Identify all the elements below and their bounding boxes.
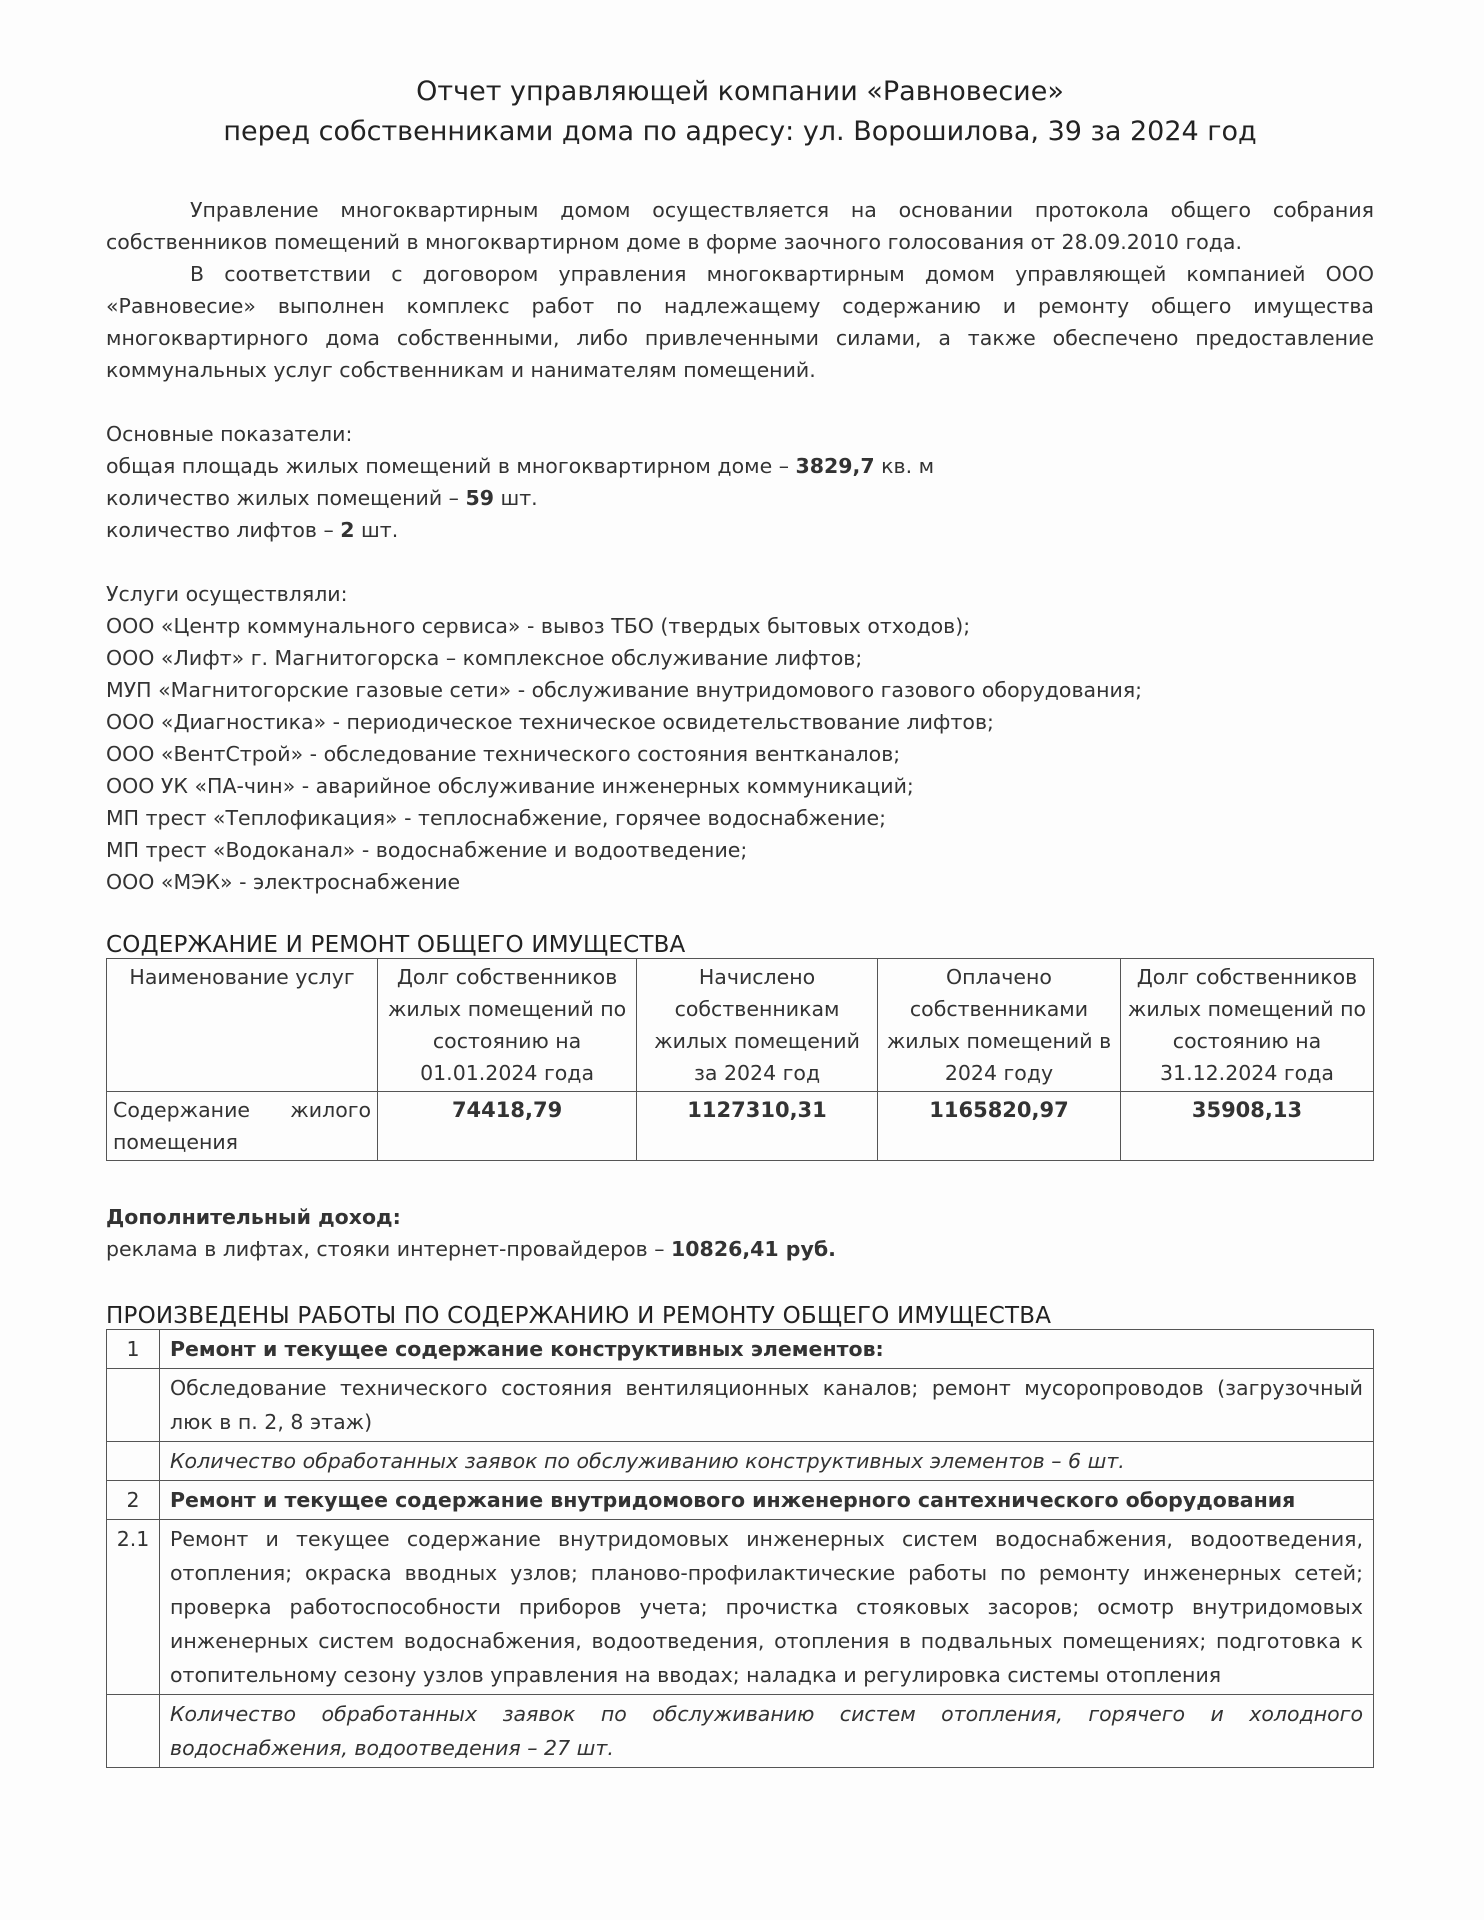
row-number (107, 1442, 160, 1481)
additional-income-block (106, 1201, 1374, 1265)
column-header: Долг собственников жилых помещений по состоянию на 01.01.2024 года (378, 959, 637, 1092)
row-text: Обследование технического состояния вентиляционных каналов; ремонт мусоропроводов (загрузочный люк в п. 2, 8 этаж) (160, 1369, 1374, 1442)
debt-end-cell: 35908,13 (1120, 1092, 1373, 1161)
additional-income-heading: Дополнительный доход: (106, 1205, 401, 1229)
report-page (106, 72, 1374, 1768)
indicator-lifts: количество лифтов – 2 шт. (106, 518, 399, 542)
works-heading: ПРОИЗВЕДЕНЫ РАБОТЫ ПО СОДЕРЖАНИЮ И РЕМОНТУ ОБЩЕГО ИМУЩЕСТВА (106, 1303, 1052, 1329)
debt-start-cell: 74418,79 (378, 1092, 637, 1161)
row-text: Ремонт и текущее содержание внутридомового инженерного сантехнического оборудования (160, 1481, 1374, 1520)
charged-cell: 1127310,31 (637, 1092, 878, 1161)
title-line-1: Отчет управляющей компании «Равновесие» (416, 76, 1064, 107)
column-header: Начислено собственникам жилых помещений за 2024 год (637, 959, 878, 1092)
provider-item: ООО «Лифт» г. Магнитогорска – комплексное обслуживание лифтов; (106, 646, 863, 670)
provider-item: ООО УК «ПА-чин» - аварийное обслуживание инженерных коммуникаций; (106, 774, 914, 798)
additional-income-line: реклама в лифтах, стояки интернет-провайдеров – 10826,41 руб. (106, 1237, 836, 1261)
column-header: Долг собственников жилых помещений по состоянию на 31.12.2024 года (1120, 959, 1373, 1092)
row-text: Количество обработанных заявок по обслуживанию конструктивных элементов – 6 шт. (160, 1442, 1374, 1481)
indicator-rooms: количество жилых помещений – 59 шт. (106, 486, 538, 510)
provider-item: МП трест «Водоканал» - водоснабжение и водоотведение; (106, 838, 748, 862)
provider-item: МП трест «Теплофикация» - теплоснабжение, горячее водоснабжение; (106, 806, 887, 830)
title-line-2: перед собственниками дома по адресу: ул. Ворошилова, 39 за 2024 год (223, 116, 1257, 147)
table-row (107, 1330, 1374, 1369)
row-text: Количество обработанных заявок по обслуживанию систем отопления, горячего и холодного водоснабжения, водоотведения – 27 шт. (160, 1695, 1374, 1768)
provider-item: ООО «Центр коммунального сервиса» - вывоз ТБО (твердых бытовых отходов); (106, 614, 971, 638)
table-row (107, 1695, 1374, 1768)
table-header-row (107, 959, 1374, 1092)
intro-paragraph-2: В соответствии с договором управления многоквартирным домом управляющей компанией ООО «Равновесие» выполнен комплекс работ по надлежащему содержанию и ремонту общего имущества многоквартирного дома собственными, либо привлеченными силами, а также обеспечено предоставление коммунальных услуг собственникам и нанимателям помещений. (106, 262, 1374, 382)
indicator-area: общая площадь жилых помещений в многоквартирном доме – 3829,7 кв. м (106, 454, 935, 478)
table-row (107, 1442, 1374, 1481)
paid-cell: 1165820,97 (878, 1092, 1121, 1161)
intro-paragraph-1: Управление многоквартирным домом осуществляется на основании протокола общего собрания собственников помещений в многоквартирном доме в форме заочного голосования от 28.09.2010 года. (106, 198, 1374, 254)
service-name-cell: Содержание жилого помещения (107, 1092, 378, 1161)
works-table (106, 1329, 1374, 1768)
table-row (107, 1481, 1374, 1520)
table-row (107, 1520, 1374, 1695)
row-number (107, 1369, 160, 1442)
row-text: Ремонт и текущее содержание конструктивных элементов: (160, 1330, 1374, 1369)
indicators-block (106, 418, 1374, 546)
row-number: 2.1 (107, 1520, 160, 1695)
report-title (106, 72, 1374, 152)
provider-item: ООО «Диагностика» - периодическое техническое освидетельствование лифтов; (106, 710, 994, 734)
providers-heading: Услуги осуществляли: (106, 582, 348, 606)
table-row (107, 1369, 1374, 1442)
indicators-heading: Основные показатели: (106, 422, 353, 446)
providers-block (106, 578, 1374, 898)
column-header: Оплачено собственниками жилых помещений в 2024 году (878, 959, 1121, 1092)
row-number: 2 (107, 1481, 160, 1520)
column-header: Наименование услуг (107, 959, 378, 1092)
provider-item: МУП «Магнитогорские газовые сети» - обслуживание внутридомового газового оборудования; (106, 678, 1143, 702)
maintenance-table (106, 958, 1374, 1161)
provider-item: ООО «ВентСтрой» - обследование технического состояния вентканалов; (106, 742, 901, 766)
maintenance-heading: СОДЕРЖАНИЕ И РЕМОНТ ОБЩЕГО ИМУЩЕСТВА (106, 932, 686, 958)
row-number (107, 1695, 160, 1768)
provider-item: ООО «МЭК» - электроснабжение (106, 870, 461, 894)
table-row (107, 1092, 1374, 1161)
row-text: Ремонт и текущее содержание внутридомовых инженерных систем водоснабжения, водоотведения, отопления; окраска вводных узлов; планово-профилактические работы по ремонту инженерных сетей; проверка работоспособности приборов учета; прочистка стояковых засоров; осмотр внутридомовых инженерных систем водоснабжения, водоотведения, отопления в подвальных помещениях; подготовка к отопительному сезону узлов управления на вводах; наладка и регулировка системы отопления (160, 1520, 1374, 1695)
row-number: 1 (107, 1330, 160, 1369)
